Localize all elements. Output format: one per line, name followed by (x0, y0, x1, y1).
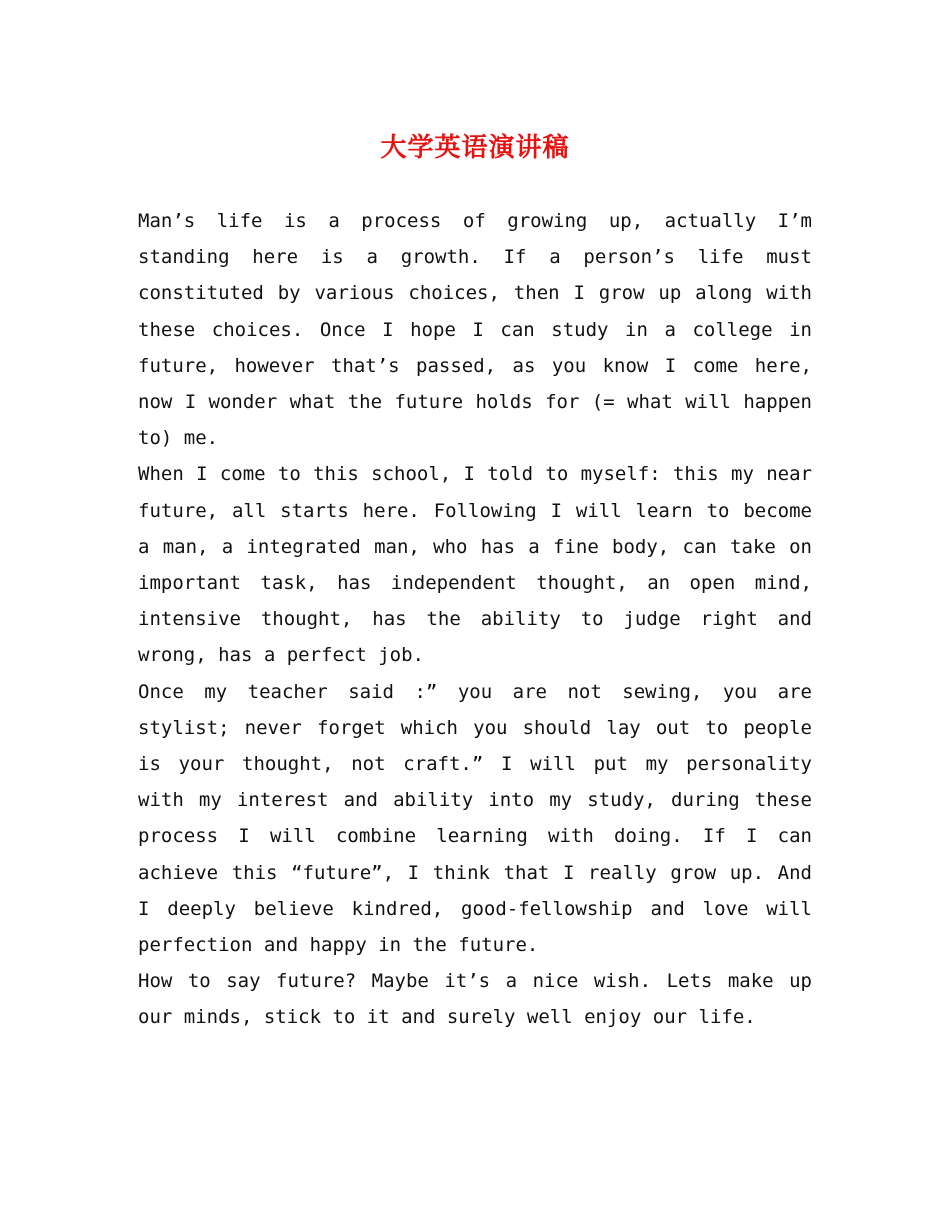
speech-body (138, 203, 812, 1036)
page-title: 大学英语演讲稿 (380, 133, 570, 163)
paragraph-2: When I come to this school, I told to myself: this my near future, all starts here. Following I will learn to become a man, a integrated man, who has a fine body, can take on important task, has independent thought, an open mind, intensive thought, has the ability to judge right and wrong, has a perfect job. (138, 463, 812, 667)
paragraph-1: Man’s life is a process of growing up, actually I’m standing here is a growth. If a person’s life must constituted by various choices, then I grow up along with these choices. Once I hope I can study in a college in future, however that’s passed, as you know I come here, now I wonder what the future holds for (= what will happen to) me. (138, 210, 812, 450)
paragraph-3: Once my teacher said :” you are not sewing, you are stylist; never forget which you should lay out to people is your thought, not craft.” I will put my personality with my interest and ability into my study, during these process I will combine learning with doing. If I can achieve this “future”, I think that I really grow up. And I deeply believe kindred, good-fellowship and love will perfection and happy in the future. (138, 680, 812, 957)
paragraph-4: How to say future? Maybe it’s a nice wish. Lets make up our minds, stick to it and surely well enjoy our life. (138, 970, 812, 1029)
